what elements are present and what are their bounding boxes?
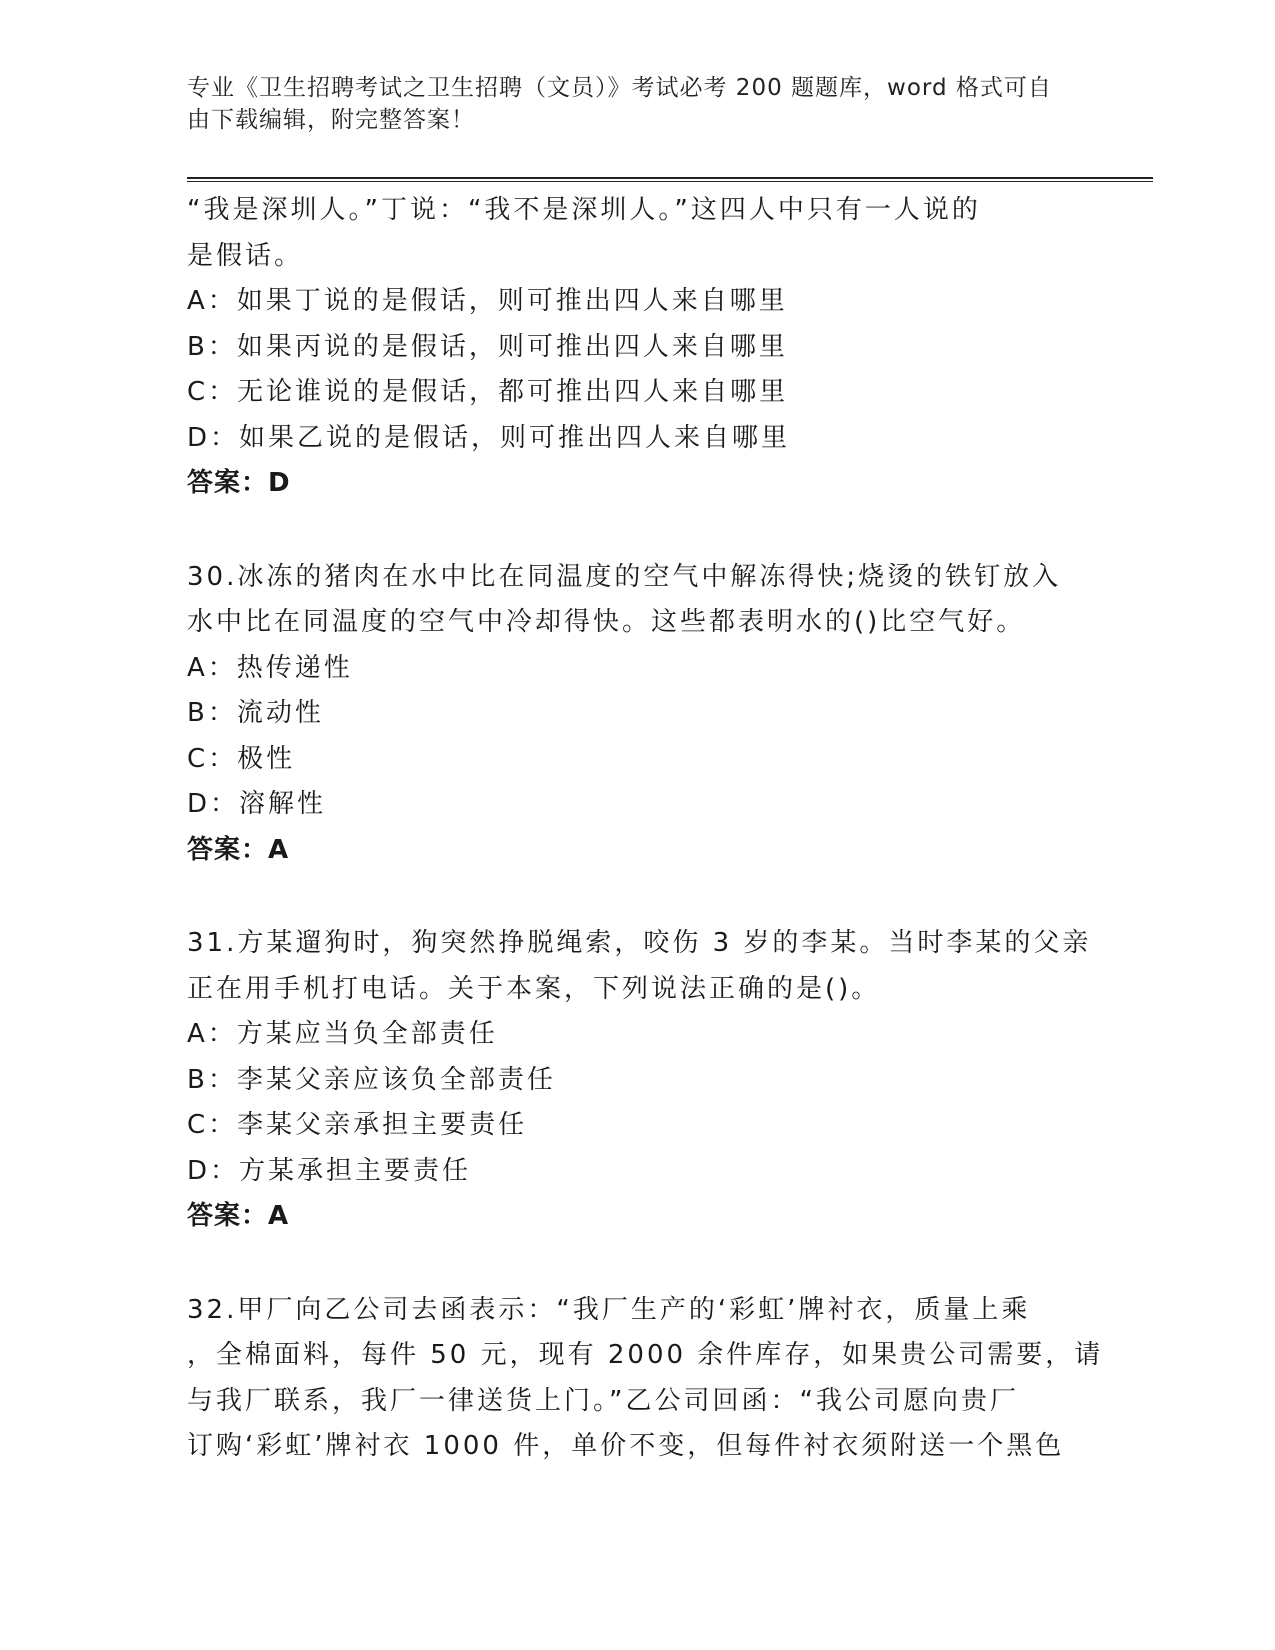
option-c: C：李某父亲承担主要责任 xyxy=(187,1110,528,1140)
document-header xyxy=(187,72,1067,136)
question-stem-line: “我是深圳人。”丁说：“我不是深圳人。”这四人中只有一人说的 xyxy=(187,195,981,225)
question-stem-line: 订购‘彩虹’牌衬衣 1000 件，单价不变，但每件衬衣须附送一个黑色 xyxy=(187,1431,1065,1461)
question-29 xyxy=(187,188,1087,507)
option-c: C：极性 xyxy=(187,743,296,774)
option-d: D：溶解性 xyxy=(187,789,327,819)
question-stem-line: ，全棉面料，每件 50 元，现有 2000 余件库存，如果贵公司需要，请 xyxy=(187,1340,1104,1370)
header-line-1: 专业《卫生招聘考试之卫生招聘（文员）》考试必考 200 题题库，word 格式可自 xyxy=(187,75,1052,101)
option-a: A：方某应当负全部责任 xyxy=(187,1019,498,1049)
question-stem-line: 水中比在同温度的空气中冷却得快。这些都表明水的()比空气好。 xyxy=(187,607,1026,637)
question-31 xyxy=(187,921,1092,1240)
header-line-2: 由下载编辑，附完整答案！ xyxy=(187,107,475,133)
header-rule-thick xyxy=(187,177,1153,179)
document-body xyxy=(187,188,1104,1470)
question-spacer xyxy=(187,873,1087,921)
question-32 xyxy=(187,1288,1104,1470)
question-stem-line: 32.甲厂向乙公司去函表示：“我厂生产的‘彩虹’牌衬衣，质量上乘 xyxy=(187,1294,1031,1325)
answer-label: 答案：A xyxy=(187,1201,290,1231)
question-stem-line: 正在用手机打电话。关于本案，下列说法正确的是()。 xyxy=(187,973,881,1004)
option-b: B：李某父亲应该负全部责任 xyxy=(187,1064,556,1095)
question-stem-line: 与我厂联系，我厂一律送货上门。”乙公司回函：“我公司愿向贵厂 xyxy=(187,1385,1019,1416)
option-d: D：如果乙说的是假话，则可推出四人来自哪里 xyxy=(187,422,791,453)
header-rule-thin xyxy=(187,181,1153,182)
option-a: A：如果丁说的是假话，则可推出四人来自哪里 xyxy=(187,286,788,316)
question-stem-line: 是假话。 xyxy=(187,240,304,271)
option-d: D：方某承担主要责任 xyxy=(187,1155,472,1186)
question-30 xyxy=(187,555,1087,874)
question-stem-line: 31.方某遛狗时，狗突然挣脱绳索，咬伤 3 岁的李某。当时李某的父亲 xyxy=(187,928,1092,958)
question-stem-line: 30.冰冻的猪肉在水中比在同温度的空气中解冻得快;烧烫的铁钉放入 xyxy=(187,561,1062,592)
answer-label: 答案：A xyxy=(187,834,290,865)
question-spacer xyxy=(187,507,1087,555)
option-b: B：流动性 xyxy=(187,698,324,728)
question-spacer xyxy=(187,1240,1087,1288)
option-c: C：无论谁说的是假话，都可推出四人来自哪里 xyxy=(187,377,789,407)
option-a: A：热传递性 xyxy=(187,652,353,683)
answer-label: 答案：D xyxy=(187,468,291,498)
option-b: B：如果丙说的是假话，则可推出四人来自哪里 xyxy=(187,331,788,362)
